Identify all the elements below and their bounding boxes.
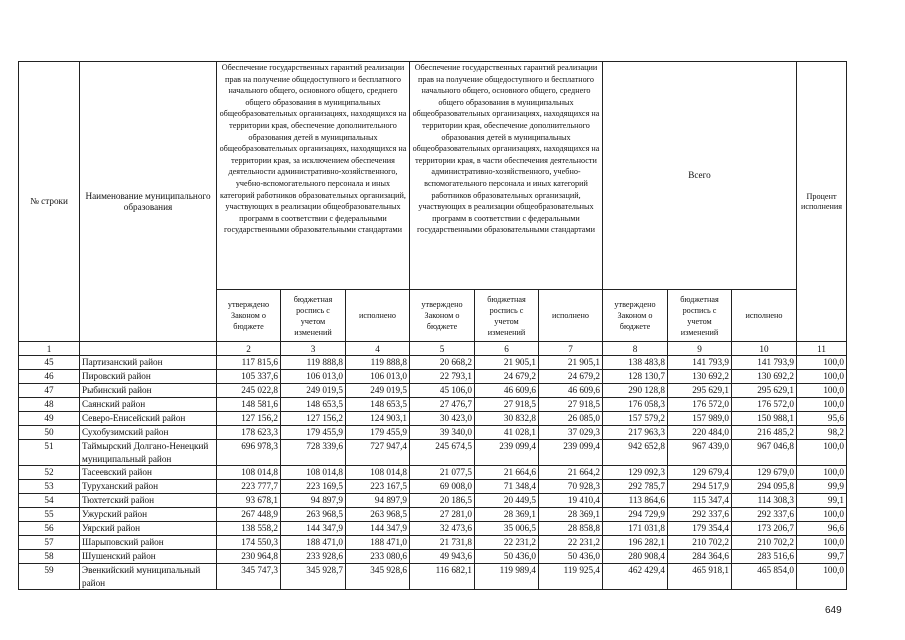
amount-value: 105 337,6 (217, 370, 281, 384)
header-group-total: Всего (603, 62, 797, 290)
amount-value: 20 449,5 (475, 494, 539, 508)
amount-value: 106 013,0 (346, 370, 410, 384)
table-row (19, 466, 847, 480)
subheader-done: исполнено (346, 290, 410, 342)
amount-value: 345 928,7 (281, 564, 346, 590)
municipality-name: Туруханский район (80, 480, 217, 494)
percent-value: 100,0 (797, 370, 847, 384)
amount-value: 157 579,2 (603, 412, 668, 426)
amount-value: 696 978,3 (217, 440, 281, 466)
amount-value: 942 652,8 (603, 440, 668, 466)
column-index: 11 (797, 342, 847, 356)
municipality-name: Тюхтетский район (80, 494, 217, 508)
table-row (19, 398, 847, 412)
percent-value: 99,1 (797, 494, 847, 508)
amount-value: 130 692,2 (732, 370, 797, 384)
table-row (19, 564, 847, 590)
municipality-name: Сухобузимский район (80, 426, 217, 440)
amount-value: 94 897,9 (281, 494, 346, 508)
municipality-name: Пировский район (80, 370, 217, 384)
amount-value: 27 476,7 (410, 398, 475, 412)
amount-value: 119 888,8 (281, 356, 346, 370)
amount-value: 465 918,1 (668, 564, 732, 590)
amount-value: 223 777,7 (217, 480, 281, 494)
subheader-approved: утверждено Законом о бюджете (410, 290, 475, 342)
amount-value: 176 058,3 (603, 398, 668, 412)
amount-value: 728 339,6 (281, 440, 346, 466)
amount-value: 176 572,0 (732, 398, 797, 412)
column-index: 10 (732, 342, 797, 356)
row-number: 49 (19, 412, 80, 426)
amount-value: 94 897,9 (346, 494, 410, 508)
amount-value: 26 085,0 (539, 412, 603, 426)
table-row (19, 480, 847, 494)
amount-value: 129 679,4 (668, 466, 732, 480)
amount-value: 138 558,2 (217, 522, 281, 536)
table-row (19, 522, 847, 536)
amount-value: 108 014,8 (281, 466, 346, 480)
column-index: 2 (217, 342, 281, 356)
subheader-budget: бюджетная роспись с учетом изменений (281, 290, 346, 342)
municipality-name: Рыбинский район (80, 384, 217, 398)
row-number: 52 (19, 466, 80, 480)
column-index: 6 (475, 342, 539, 356)
amount-value: 188 471,0 (346, 536, 410, 550)
amount-value: 24 679,2 (475, 370, 539, 384)
column-index: 9 (668, 342, 732, 356)
column-index: 8 (603, 342, 668, 356)
amount-value: 174 550,3 (217, 536, 281, 550)
amount-value: 292 785,7 (603, 480, 668, 494)
amount-value: 188 471,0 (281, 536, 346, 550)
amount-value: 32 473,6 (410, 522, 475, 536)
amount-value: 22 231,2 (475, 536, 539, 550)
amount-value: 127 156,2 (217, 412, 281, 426)
subheader-done: исполнено (732, 290, 797, 342)
municipality-name: Ужурский район (80, 508, 217, 522)
amount-value: 46 609,6 (475, 384, 539, 398)
amount-value: 129 092,3 (603, 466, 668, 480)
amount-value: 21 077,5 (410, 466, 475, 480)
municipality-name: Эвенкийский муниципальный район (80, 564, 217, 590)
subheader-budget: бюджетная роспись с учетом изменений (668, 290, 732, 342)
column-index: 3 (281, 342, 346, 356)
amount-value: 280 908,4 (603, 550, 668, 564)
amount-value: 141 793,9 (668, 356, 732, 370)
column-index: 1 (19, 342, 80, 356)
table-row (19, 508, 847, 522)
amount-value: 173 206,7 (732, 522, 797, 536)
percent-value: 100,0 (797, 508, 847, 522)
amount-value: 283 516,6 (732, 550, 797, 564)
amount-value: 30 832,8 (475, 412, 539, 426)
amount-value: 294 095,8 (732, 480, 797, 494)
amount-value: 150 988,1 (732, 412, 797, 426)
amount-value: 138 483,8 (603, 356, 668, 370)
amount-value: 39 340,0 (410, 426, 475, 440)
row-number: 56 (19, 522, 80, 536)
amount-value: 69 008,0 (410, 480, 475, 494)
amount-value: 249 019,5 (281, 384, 346, 398)
row-number: 53 (19, 480, 80, 494)
percent-value: 98,2 (797, 426, 847, 440)
header-municipality: Наименование муниципального образования (80, 62, 217, 342)
amount-value: 50 436,0 (475, 550, 539, 564)
amount-value: 223 167,5 (346, 480, 410, 494)
table-row (19, 536, 847, 550)
amount-value: 22 793,1 (410, 370, 475, 384)
amount-value: 179 354,4 (668, 522, 732, 536)
amount-value: 179 455,9 (281, 426, 346, 440)
percent-value: 100,0 (797, 466, 847, 480)
amount-value: 967 439,0 (668, 440, 732, 466)
amount-value: 19 410,4 (539, 494, 603, 508)
table-row (19, 370, 847, 384)
amount-value: 24 679,2 (539, 370, 603, 384)
amount-value: 28 858,8 (539, 522, 603, 536)
amount-value: 108 014,8 (346, 466, 410, 480)
row-number: 54 (19, 494, 80, 508)
amount-value: 119 925,4 (539, 564, 603, 590)
column-index (80, 342, 217, 356)
amount-value: 465 854,0 (732, 564, 797, 590)
amount-value: 50 436,0 (539, 550, 603, 564)
amount-value: 263 968,5 (346, 508, 410, 522)
row-number: 58 (19, 550, 80, 564)
amount-value: 210 702,2 (668, 536, 732, 550)
row-number: 59 (19, 564, 80, 590)
amount-value: 21 905,1 (539, 356, 603, 370)
row-number: 47 (19, 384, 80, 398)
amount-value: 37 029,3 (539, 426, 603, 440)
amount-value: 249 019,5 (346, 384, 410, 398)
percent-value: 100,0 (797, 384, 847, 398)
amount-value: 178 623,3 (217, 426, 281, 440)
percent-value: 100,0 (797, 536, 847, 550)
amount-value: 263 968,5 (281, 508, 346, 522)
column-index: 7 (539, 342, 603, 356)
amount-value: 45 106,0 (410, 384, 475, 398)
amount-value: 22 231,2 (539, 536, 603, 550)
amount-value: 292 337,6 (732, 508, 797, 522)
amount-value: 113 864,6 (603, 494, 668, 508)
amount-value: 239 099,4 (475, 440, 539, 466)
municipality-name: Северо-Енисейский район (80, 412, 217, 426)
amount-value: 119 989,4 (475, 564, 539, 590)
amount-value: 117 815,6 (217, 356, 281, 370)
amount-value: 345 747,3 (217, 564, 281, 590)
amount-value: 223 169,5 (281, 480, 346, 494)
amount-value: 49 943,6 (410, 550, 475, 564)
amount-value: 20 668,2 (410, 356, 475, 370)
percent-value: 100,0 (797, 440, 847, 466)
row-number: 46 (19, 370, 80, 384)
amount-value: 46 609,6 (539, 384, 603, 398)
amount-value: 294 517,9 (668, 480, 732, 494)
percent-value: 95,6 (797, 412, 847, 426)
amount-value: 284 364,6 (668, 550, 732, 564)
amount-value: 141 793,9 (732, 356, 797, 370)
amount-value: 21 664,6 (475, 466, 539, 480)
municipality-name: Тасеевский район (80, 466, 217, 480)
amount-value: 210 702,2 (732, 536, 797, 550)
municipality-name: Шушенский район (80, 550, 217, 564)
table-body (19, 356, 847, 590)
amount-value: 345 928,6 (346, 564, 410, 590)
amount-value: 119 888,8 (346, 356, 410, 370)
amount-value: 220 484,0 (668, 426, 732, 440)
amount-value: 128 130,7 (603, 370, 668, 384)
amount-value: 148 653,5 (281, 398, 346, 412)
row-number: 51 (19, 440, 80, 466)
amount-value: 71 348,4 (475, 480, 539, 494)
amount-value: 41 028,1 (475, 426, 539, 440)
municipality-name: Уярский район (80, 522, 217, 536)
amount-value: 216 485,2 (732, 426, 797, 440)
table-row (19, 356, 847, 370)
amount-value: 967 046,8 (732, 440, 797, 466)
amount-value: 144 347,9 (346, 522, 410, 536)
amount-value: 27 281,0 (410, 508, 475, 522)
amount-value: 295 629,1 (732, 384, 797, 398)
percent-value: 100,0 (797, 356, 847, 370)
table-row (19, 440, 847, 466)
amount-value: 295 629,1 (668, 384, 732, 398)
subheader-done: исполнено (539, 290, 603, 342)
budget-table (18, 61, 847, 590)
amount-value: 130 692,2 (668, 370, 732, 384)
row-number: 57 (19, 536, 80, 550)
amount-value: 245 022,8 (217, 384, 281, 398)
amount-value: 239 099,4 (539, 440, 603, 466)
table-row (19, 426, 847, 440)
column-index: 4 (346, 342, 410, 356)
amount-value: 35 006,5 (475, 522, 539, 536)
row-number: 45 (19, 356, 80, 370)
amount-value: 171 031,8 (603, 522, 668, 536)
subheader-approved: утверждено Законом о бюджете (603, 290, 668, 342)
amount-value: 27 918,5 (539, 398, 603, 412)
row-number: 55 (19, 508, 80, 522)
header-row-number: № строки (19, 62, 80, 342)
amount-value: 114 308,3 (732, 494, 797, 508)
amount-value: 179 455,9 (346, 426, 410, 440)
subheader-approved: утверждено Законом о бюджете (217, 290, 281, 342)
percent-value: 96,6 (797, 522, 847, 536)
row-number: 50 (19, 426, 80, 440)
table-row (19, 412, 847, 426)
amount-value: 148 653,5 (346, 398, 410, 412)
municipality-name: Партизанский район (80, 356, 217, 370)
amount-value: 230 964,8 (217, 550, 281, 564)
amount-value: 70 928,3 (539, 480, 603, 494)
amount-value: 727 947,4 (346, 440, 410, 466)
amount-value: 129 679,0 (732, 466, 797, 480)
percent-value: 100,0 (797, 398, 847, 412)
municipality-name: Таймырский Долгано-Ненецкий муниципальный район (80, 440, 217, 466)
amount-value: 233 928,6 (281, 550, 346, 564)
amount-value: 30 423,0 (410, 412, 475, 426)
amount-value: 108 014,8 (217, 466, 281, 480)
amount-value: 462 429,4 (603, 564, 668, 590)
percent-value: 99,9 (797, 480, 847, 494)
amount-value: 148 581,6 (217, 398, 281, 412)
amount-value: 217 963,3 (603, 426, 668, 440)
amount-value: 157 989,0 (668, 412, 732, 426)
amount-value: 21 664,2 (539, 466, 603, 480)
subheader-budget: бюджетная роспись с учетом изменений (475, 290, 539, 342)
amount-value: 21 905,1 (475, 356, 539, 370)
amount-value: 144 347,9 (281, 522, 346, 536)
amount-value: 294 729,9 (603, 508, 668, 522)
amount-value: 196 282,1 (603, 536, 668, 550)
amount-value: 127 156,2 (281, 412, 346, 426)
amount-value: 21 731,8 (410, 536, 475, 550)
table-row (19, 384, 847, 398)
amount-value: 124 903,1 (346, 412, 410, 426)
municipality-name: Саянский район (80, 398, 217, 412)
page-number: 649 (825, 605, 842, 616)
header-group-1: Обеспечение государственных гарантий реализации прав на получение общедоступного и бесплатного начального общего, основного общего, среднего общего образования в муниципальных общеобразовательных организациях, находящихся на территории края, обеспечение дополнительного образования детей в муниципальных общеобразовательных организациях, находящихся на территории края, за исключением обеспечения деятельности административно-хозяйственного, учебно-вспомогательного персонала и иных категорий работников образовательных организаций, участвующих в реализации общеобразовательных программ в соответствии с федеральными государственными образовательными стандартами (217, 62, 410, 290)
percent-value: 99,7 (797, 550, 847, 564)
amount-value: 245 674,5 (410, 440, 475, 466)
amount-value: 290 128,8 (603, 384, 668, 398)
amount-value: 93 678,1 (217, 494, 281, 508)
percent-value: 100,0 (797, 564, 847, 590)
table-row (19, 550, 847, 564)
amount-value: 28 369,1 (539, 508, 603, 522)
amount-value: 176 572,0 (668, 398, 732, 412)
amount-value: 28 369,1 (475, 508, 539, 522)
amount-value: 106 013,0 (281, 370, 346, 384)
row-number: 48 (19, 398, 80, 412)
amount-value: 20 186,5 (410, 494, 475, 508)
amount-value: 292 337,6 (668, 508, 732, 522)
column-index: 5 (410, 342, 475, 356)
amount-value: 116 682,1 (410, 564, 475, 590)
header-group-2: Обеспечение государственных гарантий реализации прав на получение общедоступного и бесплатного начального общего, основного общего, среднего общего образования в муниципальных общеобразовательных организациях, находящихся на территории края, обеспечение дополнительного образования детей в муниципальных общеобразовательных организациях, находящихся на территории края, в части обеспечения деятельности административно-хозяйственного, учебно-вспомогательного персонала и иных категорий работников образовательных организаций, участвующих в реализации общеобразовательных программ в соответствии с федеральными государственными образовательными стандартами (410, 62, 603, 290)
amount-value: 267 448,9 (217, 508, 281, 522)
amount-value: 233 080,6 (346, 550, 410, 564)
amount-value: 27 918,5 (475, 398, 539, 412)
amount-value: 115 347,4 (668, 494, 732, 508)
header-percent: Процент исполнения (797, 62, 847, 342)
column-index-row (19, 342, 847, 356)
table-row (19, 494, 847, 508)
municipality-name: Шарыповский район (80, 536, 217, 550)
